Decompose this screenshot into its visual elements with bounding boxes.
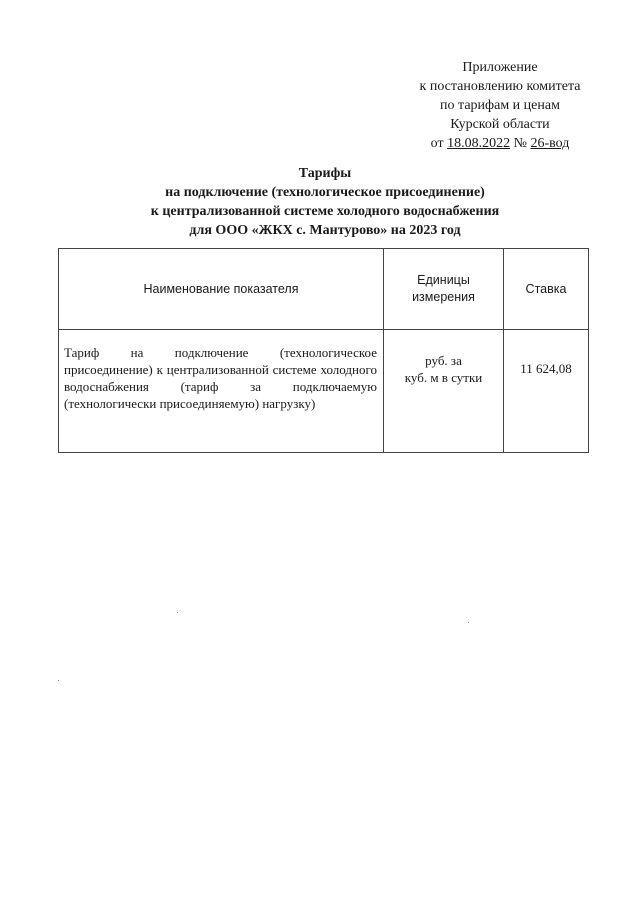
appendix-line: по тарифам и ценам — [440, 98, 560, 113]
resolution-date: 18.08.2022 — [447, 136, 511, 151]
document-title — [60, 164, 590, 240]
header-unit-line: измерения — [412, 290, 475, 304]
title-line: для ООО «ЖКХ с. Мантурово» на 2023 год — [189, 223, 461, 238]
table-header-row — [59, 249, 589, 330]
header-name: Наименование показателя — [59, 249, 384, 330]
appendix-line: Курской области — [450, 117, 550, 132]
cell-unit — [384, 330, 504, 453]
cell-unit-line: руб. за — [425, 353, 462, 368]
appendix-date-line — [400, 134, 600, 153]
scan-speck — [58, 680, 59, 681]
appendix-block — [400, 58, 600, 153]
title-line: Тарифы — [298, 166, 352, 181]
header-unit — [384, 249, 504, 330]
cell-unit-line: куб. м в сутки — [404, 370, 483, 385]
tariff-table — [58, 248, 589, 453]
header-rate: Ставка — [504, 249, 589, 330]
table-row — [59, 330, 589, 453]
appendix-title: Приложение — [462, 60, 538, 75]
scan-speck — [177, 612, 178, 613]
date-prefix: от — [430, 136, 448, 151]
header-unit-line: Единицы — [417, 273, 470, 287]
cell-rate: 11 624,08 — [504, 330, 589, 453]
number-prefix: № — [510, 136, 531, 151]
scan-speck — [468, 622, 469, 623]
appendix-line: к постановлению комитета — [419, 79, 581, 94]
cell-name: Тариф на подключение (технологическое присоединение) к централизованной системе холодного водоснабжения (тариф за подключаемую (технологически присоединяемую) нагрузку) — [59, 330, 384, 453]
title-line: к централизованной системе холодного водоснабжения — [150, 204, 500, 219]
title-line: на подключение (технологическое присоединение) — [165, 185, 485, 200]
resolution-number: 26-вод — [530, 136, 570, 151]
